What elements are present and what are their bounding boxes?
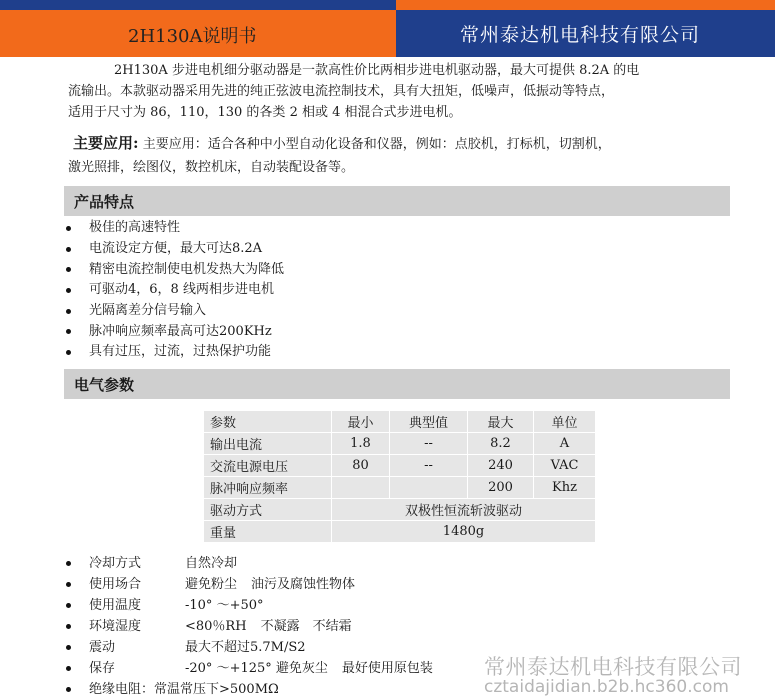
table-cell: 重量 [204, 521, 332, 543]
env-value: 自然冷却 [185, 555, 238, 571]
feature-text: 极佳的高速特性 [89, 220, 181, 236]
table-header-cell: 参数 [204, 411, 332, 433]
bullet-icon [66, 247, 71, 252]
table-cell [332, 477, 390, 499]
feature-text: 光隔离差分信号输入 [89, 303, 207, 319]
feature-text: 电流设定方便，最大可达8.2A [89, 241, 263, 257]
table-cell: 1.8 [332, 433, 390, 455]
table-cell: 200 [468, 477, 534, 499]
environment-list [66, 553, 433, 700]
bullet-icon [66, 226, 71, 231]
table-cell: 1480g [332, 521, 596, 543]
table-cell: 驱动方式 [204, 499, 332, 521]
table-cell: Khz [534, 477, 596, 499]
table-header-cell: 最小 [332, 411, 390, 433]
list-item [66, 239, 284, 260]
table-cell: -- [390, 433, 468, 455]
bullet-icon [66, 582, 71, 587]
list-item [66, 280, 284, 301]
application-line: 激光照排，绘图仪，数控机床，自动装配设备等。 [68, 160, 355, 175]
intro-line: 适用于尺寸为 86，110，130 的各类 2 相或 4 相混合式步进电机。 [68, 105, 462, 120]
list-item [66, 574, 433, 595]
intro-line: 2H130A 步进电机细分驱动器是一款高性价比两相步进电机驱动器，最大可提供 8.2A 的电 [114, 63, 640, 78]
feature-text: 具有过压，过流，过热保护功能 [89, 344, 272, 360]
table-cell: 输出电流 [204, 433, 332, 455]
header-banner [0, 0, 775, 57]
bullet-icon [66, 309, 71, 314]
feature-text: 脉冲响应频率最高可达200KHz [89, 323, 272, 339]
env-extra: 不凝露 不结霜 [260, 618, 352, 634]
insulation-text: 绝缘电阻：常温常压下>500MΩ [89, 681, 279, 697]
electrical-section-header [64, 369, 730, 399]
table-row [204, 521, 596, 543]
list-item [66, 301, 284, 322]
features-section-title: 产品特点 [74, 193, 135, 211]
table-cell: 交流电源电压 [204, 455, 332, 477]
intro-line: 流输出。本款驱动器采用先进的纯正弦波电流控制技术，具有大扭矩，低噪声，低振动等特点， [68, 84, 615, 99]
bullet-icon [66, 267, 71, 272]
table-cell: 80 [332, 455, 390, 477]
bullet-icon [66, 329, 71, 334]
env-label: 保存 [89, 660, 116, 676]
table-cell: 双极性恒流斩波驱动 [332, 499, 596, 521]
list-item [66, 637, 433, 658]
table-cell: -- [390, 455, 468, 477]
table-row [204, 477, 596, 499]
bullet-icon [66, 687, 71, 692]
bullet-icon [66, 603, 71, 608]
table-row [204, 499, 596, 521]
table-cell: 脉冲响应频率 [204, 477, 332, 499]
bullet-icon [66, 350, 71, 355]
list-item [66, 553, 433, 574]
table-header-cell: 典型值 [390, 411, 468, 433]
list-item [66, 321, 284, 342]
env-label: 环境湿度 [89, 618, 142, 634]
bullet-icon [66, 561, 71, 566]
table-header-cell: 单位 [534, 411, 596, 433]
electrical-section-title: 电气参数 [74, 376, 135, 394]
list-item [66, 679, 433, 700]
table-cell: 8.2 [468, 433, 534, 455]
env-label: 震动 [89, 639, 116, 655]
table-cell: A [534, 433, 596, 455]
env-label: 使用温度 [89, 597, 142, 613]
env-value: 最大不超过5.7M/S2 [185, 639, 306, 655]
env-value: -20° ～+125° 避免灰尘 [185, 660, 328, 676]
watermark-company: 常州泰达机电科技有限公司 [484, 655, 742, 679]
list-item [66, 595, 433, 616]
application-line: 主要应用：适合各种中小型自动化设备和仪器，例如：点胶机，打标机，切割机， [142, 137, 611, 152]
env-value: 避免粉尘 [185, 576, 238, 592]
feature-text: 精密电流控制使电机发热大为降低 [89, 261, 285, 277]
table-header-cell: 最大 [468, 411, 534, 433]
feature-text: 可驱动4，6，8 线两相步进电机 [89, 282, 274, 298]
header-right-band [396, 0, 775, 10]
application-paragraph [68, 132, 748, 179]
bullet-icon [66, 645, 71, 650]
header-left-band [0, 0, 396, 10]
document-title: 2H130A说明书 [128, 26, 257, 47]
company-name: 常州泰达机电科技有限公司 [460, 24, 701, 46]
table-cell: 240 [468, 455, 534, 477]
list-item [66, 259, 284, 280]
features-list [66, 218, 284, 363]
table-header-row [204, 411, 596, 433]
env-label: 冷却方式 [89, 555, 142, 571]
bullet-icon [66, 288, 71, 293]
env-value: -10° ～+50° [185, 597, 264, 613]
bullet-icon [66, 624, 71, 629]
list-item [66, 218, 284, 239]
features-section-header [64, 186, 730, 216]
table-cell: VAC [534, 455, 596, 477]
intro-paragraph [68, 60, 748, 123]
application-label: 主要应用: [73, 134, 139, 152]
watermark-url: cztaidajidian.b2b.hc360.com [484, 677, 729, 697]
bullet-icon [66, 666, 71, 671]
env-value: <80％RH [185, 618, 247, 634]
list-item [66, 616, 433, 637]
table-cell [390, 477, 468, 499]
list-item [66, 342, 284, 363]
table-row [204, 455, 596, 477]
env-extra: 油污及腐蚀性物体 [251, 576, 356, 592]
table-row [204, 433, 596, 455]
list-item [66, 658, 433, 679]
env-extra: 最好使用原包装 [341, 660, 433, 676]
env-label: 使用场合 [89, 576, 142, 592]
parameters-table [203, 410, 596, 543]
